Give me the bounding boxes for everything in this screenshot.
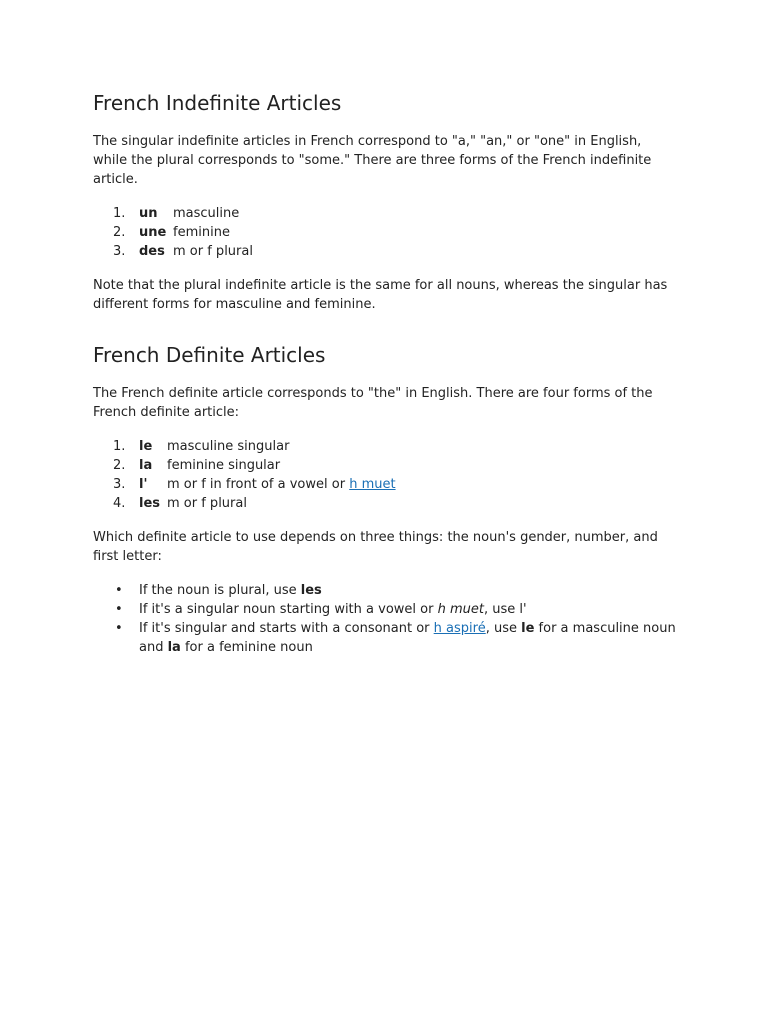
bullet-text: If it's singular and starts with a consonant or [139,621,434,636]
definite-which: Which definite article to use depends on three things: the noun's gender, number, and first letter: [93,530,658,564]
bullet-text: for a feminine noun [180,640,313,655]
bullet-icon: • [115,621,123,636]
article-desc: m or f plural [173,244,253,259]
list-item [93,581,678,600]
article-term: un [139,206,158,221]
article-desc: masculine singular [167,439,290,454]
definite-list [93,437,678,513]
list-item [93,494,678,513]
list-item [93,475,678,494]
bold-term: les [300,583,322,598]
indefinite-note: Note that the plural indefinite article is the same for all nouns, whereas the singular has different forms for masculine and feminine. [93,278,668,312]
bullet-text: , use l' [483,602,527,617]
italic-term: h muet [437,602,484,617]
article-term: des [139,244,165,259]
list-number: 2. [113,225,126,240]
h-muet-link[interactable]: h muet [349,477,396,492]
list-item [93,437,678,456]
definite-heading: French Definite Articles [93,343,326,367]
list-item [93,242,678,261]
bullet-text: , use [485,621,522,636]
bold-term: la [167,640,181,655]
article-term: une [139,225,167,240]
list-item [93,600,678,619]
article-desc: feminine [173,225,230,240]
article-desc: masculine [173,206,240,221]
document-page [93,88,678,672]
bullet-text: If it's a singular noun starting with a vowel or [139,602,438,617]
definite-intro: The French definite article corresponds to "the" in English. There are four forms of the French definite article: [93,386,653,420]
list-item [93,619,678,657]
article-desc: m or f in front of a vowel or [167,477,350,492]
rules-list [93,581,678,657]
list-number: 3. [113,477,126,492]
list-number: 4. [113,496,126,511]
bullet-icon: • [115,602,123,617]
list-item [93,223,678,242]
article-term: les [139,496,161,511]
bullet-icon: • [115,583,123,598]
list-item [93,204,678,223]
indefinite-heading: French Indefinite Articles [93,91,342,115]
list-number: 1. [113,439,126,454]
article-term: le [139,439,153,454]
list-number: 3. [113,244,126,259]
list-number: 2. [113,458,126,473]
article-desc: m or f plural [167,496,247,511]
indefinite-intro: The singular indefinite articles in French correspond to "a," "an," or "one" in English, while the plural corresponds to "some." There are three forms of the French indefinite article. [93,134,652,187]
article-term: la [139,458,153,473]
article-desc: feminine singular [167,458,281,473]
list-item [93,456,678,475]
list-number: 1. [113,206,126,221]
bullet-text: If the noun is plural, use [139,583,301,598]
bold-term: le [521,621,535,636]
article-term: l' [139,477,148,492]
bullet-text: for a masculine noun and [139,621,676,655]
indefinite-list [93,204,678,261]
h-aspire-link[interactable]: h aspiré [433,621,486,636]
